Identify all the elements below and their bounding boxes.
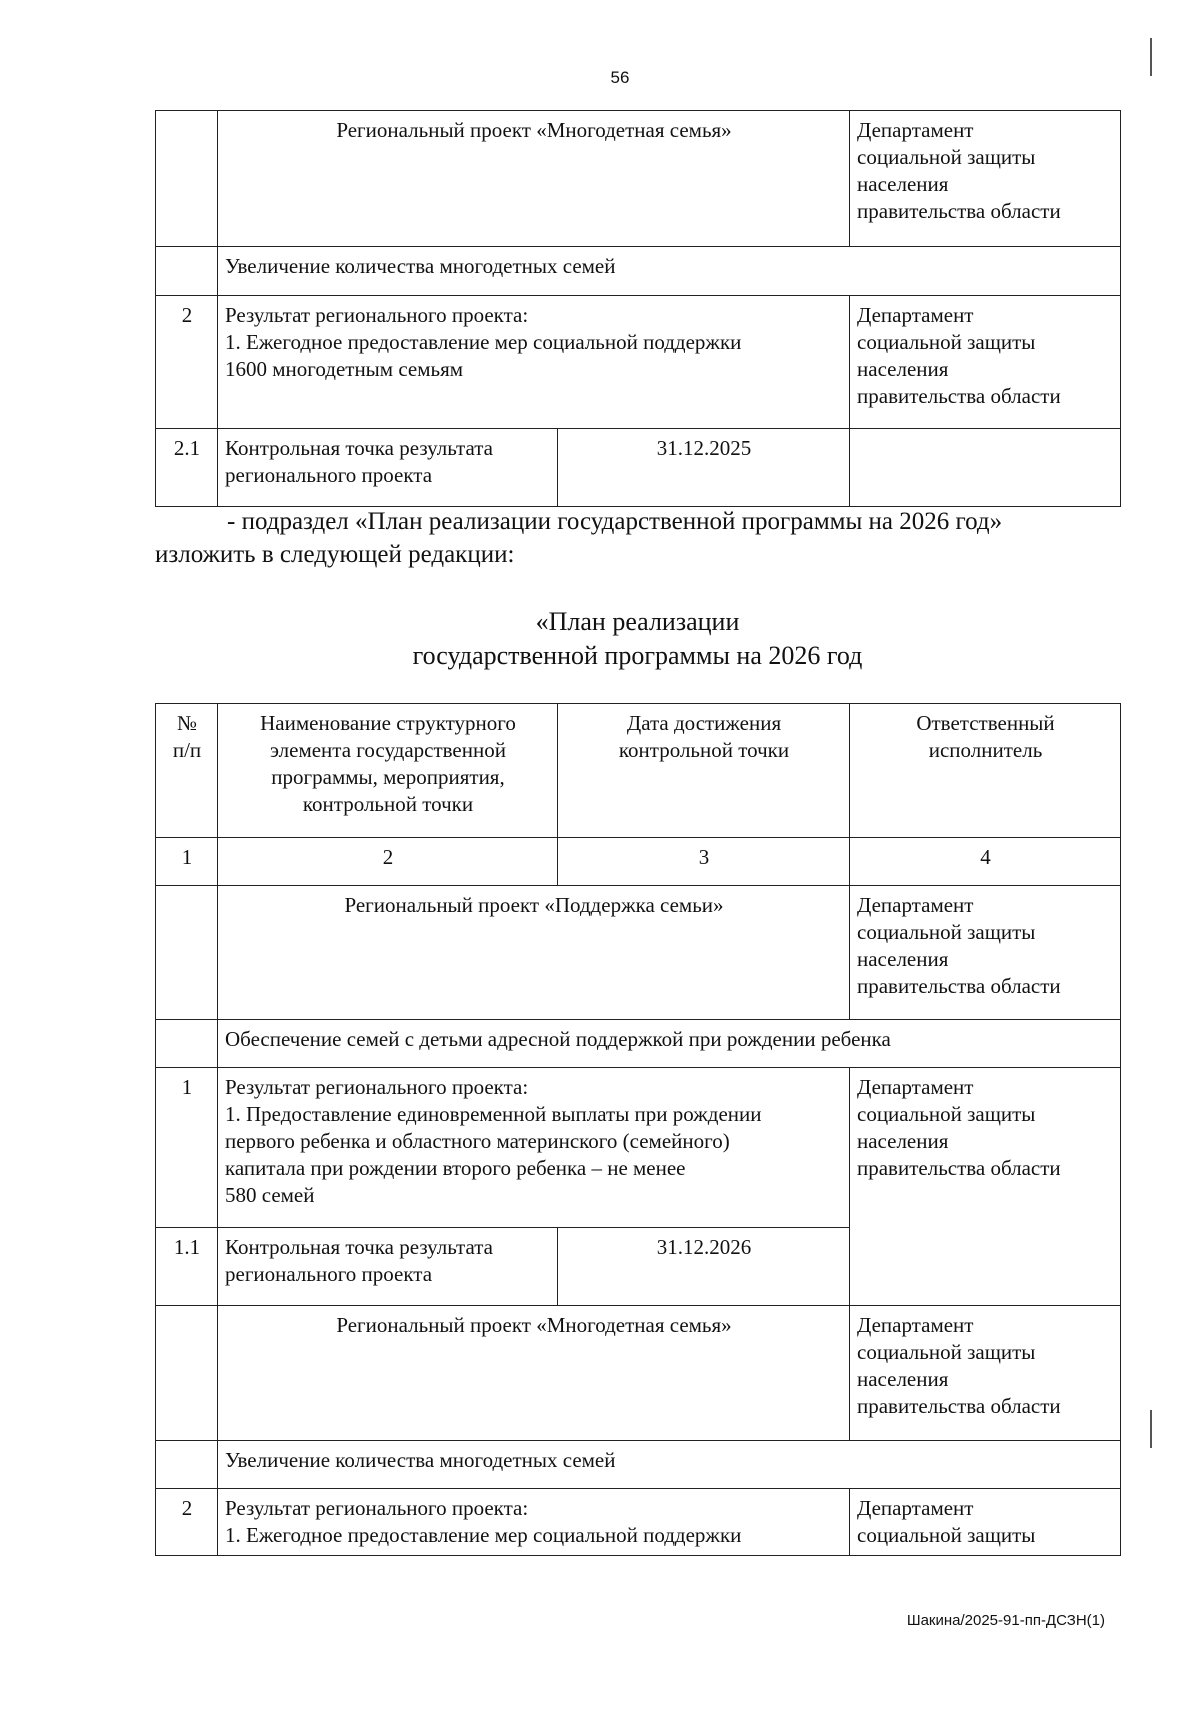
structural-element-name: Региональный проект «Поддержка семьи»: [218, 886, 850, 1020]
responsible-executor: [850, 429, 1121, 507]
implementation-plan-table-2026: [155, 703, 1121, 1556]
scan-artifact: [1150, 38, 1152, 76]
row-number: 2: [156, 1489, 218, 1556]
page-number: 56: [610, 68, 630, 87]
header-date: Дата достижения контрольной точки: [558, 704, 850, 838]
column-number: 4: [850, 838, 1121, 886]
header-number: № п/п: [156, 704, 218, 838]
structural-element-name: Результат регионального проекта: 1. Ежегодное предоставление мер социальной поддержки: [218, 1489, 850, 1556]
amendment-line-1: - подраздел «План реализации государственной программы на 2026 год»: [227, 508, 1003, 535]
row-number: 1: [156, 1068, 218, 1228]
responsible-executor: Департамент социальной защиты населения правительства области: [850, 296, 1121, 429]
responsible-executor: Департамент социальной защиты населения правительства области: [850, 1306, 1121, 1441]
table-row: [156, 429, 1121, 507]
amendment-line-2: изложить в следующей редакции:: [155, 541, 515, 568]
header-responsible: Ответственный исполнитель: [850, 704, 1121, 838]
column-number-row: [156, 838, 1121, 886]
control-point-name: Контрольная точка результата регионального проекта: [218, 1228, 558, 1306]
control-point-date: 31.12.2026: [558, 1228, 850, 1306]
table-row: [156, 1441, 1121, 1489]
structural-element-name: Результат регионального проекта: 1. Ежегодное предоставление мер социальной поддержки 1600 многодетным семьям: [218, 296, 850, 429]
row-number: [156, 111, 218, 247]
table-row: [156, 296, 1121, 429]
row-number: [156, 247, 218, 296]
control-point-name: Контрольная точка результата регионального проекта: [218, 429, 558, 507]
responsible-executor: Департамент социальной защиты населения правительства области: [850, 111, 1121, 247]
structural-element-name: Региональный проект «Многодетная семья»: [218, 111, 850, 247]
column-number: 3: [558, 838, 850, 886]
task-name: Увеличение количества многодетных семей: [218, 247, 1121, 296]
task-name: Обеспечение семей с детьми адресной поддержкой при рождении ребенка: [218, 1020, 1121, 1068]
row-number: [156, 1306, 218, 1441]
scan-artifact: [1150, 1410, 1152, 1448]
table-row: [156, 1489, 1121, 1556]
task-name: Увеличение количества многодетных семей: [218, 1441, 1121, 1489]
responsible-executor: Департамент социальной защиты населения правительства области: [850, 886, 1121, 1020]
row-number: [156, 1441, 218, 1489]
amendment-paragraph: [155, 505, 1120, 571]
table-header-row: [156, 704, 1121, 838]
table-row: [156, 1306, 1121, 1441]
table-row: [156, 1068, 1121, 1228]
document-code: Шакина/2025-91-пп-ДСЗН(1): [906, 1612, 1105, 1629]
table-row: [156, 1020, 1121, 1068]
table-row: [156, 886, 1121, 1020]
column-number: 2: [218, 838, 558, 886]
row-number: 2: [156, 296, 218, 429]
structural-element-name: Результат регионального проекта: 1. Предоставление единовременной выплаты при рождении первого ребенка и областного материнского (семейного) капитала при рождении второго ребенка – не менее 580 семей: [218, 1068, 850, 1228]
plan-title-line-1: «План реализации: [535, 607, 740, 636]
structural-element-name: Региональный проект «Многодетная семья»: [218, 1306, 850, 1441]
table-row: [156, 247, 1121, 296]
row-number: 2.1: [156, 429, 218, 507]
control-point-date: 31.12.2025: [558, 429, 850, 507]
responsible-executor: Департамент социальной защиты: [850, 1489, 1121, 1556]
table-row: [156, 111, 1121, 247]
implementation-plan-table-continued: [155, 110, 1121, 507]
row-number: [156, 886, 218, 1020]
plan-title-line-2: государственной программы на 2026 год: [412, 641, 863, 670]
column-number: 1: [156, 838, 218, 886]
responsible-executor: Департамент социальной защиты населения правительства области: [850, 1068, 1121, 1306]
header-name: Наименование структурного элемента государственной программы, мероприятия, контрольной точки: [218, 704, 558, 838]
plan-title: [155, 605, 1120, 673]
row-number: 1.1: [156, 1228, 218, 1306]
row-number: [156, 1020, 218, 1068]
